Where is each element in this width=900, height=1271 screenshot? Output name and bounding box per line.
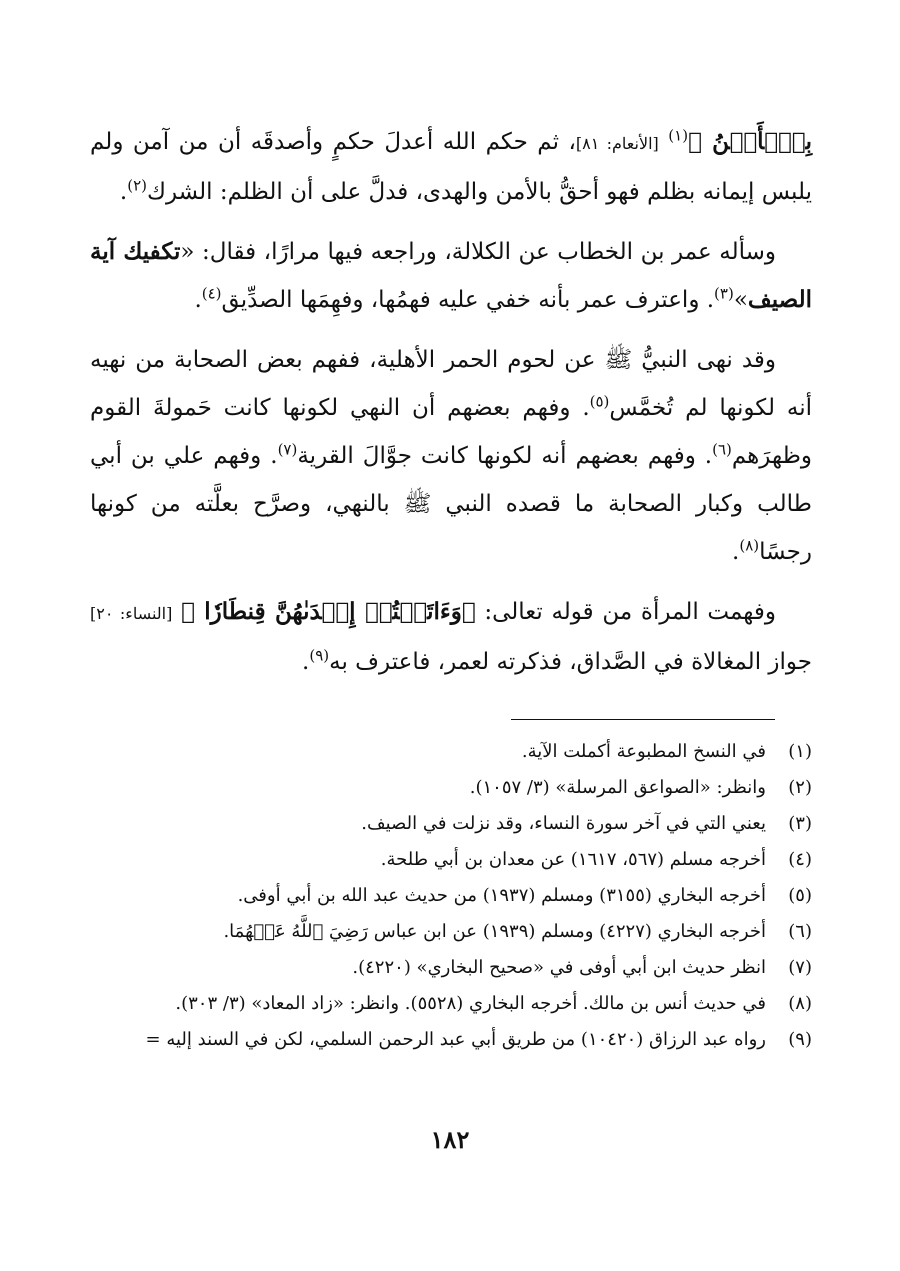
footnote-ref-6: (٦) [712,440,732,459]
paragraph-2-mid: . واعترف عمر بأنه خفي عليه فهمُها، وفهِمَها الصدِّيق [221,287,715,313]
paragraph-3 [90,336,812,576]
page-number: ١٨٢ [430,1125,470,1154]
footnote-text: انظر حديث ابن أبي أوفى في «صحيح البخاري» (٤٢٢٠). [352,957,766,978]
footnote-text: أخرجه البخاري (٤٢٢٧) ومسلم (١٩٣٩) عن ابن عباس رَضِيَ ٱللَّهُ عَنۡهُمَا. [223,921,766,942]
paragraph-3-seg-1: وقد نهى النبيُّ ﷺ عن لحوم الحمر الأهلية، ففهم بعض الصحابة من نهيه أنه لكونها لم تُخمَّس [90,347,812,421]
footnote-number: (٤) [788,849,812,870]
footnote-text: رواه عبد الرزاق (١٠٤٢٠) من طريق أبي عبد الرحمن السلمي، لكن في السند إليه = [145,1029,766,1050]
footnote-ref-2: (٢) [127,176,147,195]
footnote-4 [90,842,812,878]
footnote-5 [90,878,812,914]
paragraph-2-start: وسأله عمر بن الخطاب عن الكلالة، وراجعه فيها مرارًا، فقال: « [180,239,776,265]
footnote-number: (٢) [788,777,812,798]
footnote-9 [90,1022,812,1058]
quran-verse-end: بِٱلۡأَمۡنُ ﴾ [688,128,812,155]
footnote-ref-7: (٧) [277,440,298,459]
footnote-ref-1: (١) [668,126,689,145]
footnote-7 [90,950,812,986]
quoted-saying: تكفيك آية الصيف [90,238,812,313]
footnote-ref-8: (٨) [739,536,760,555]
footnote-1 [90,734,812,770]
footnote-ref-9: (٩) [309,646,330,665]
footnote-text: في حديث أنس بن مالك. أخرجه البخاري (٥٥٢٨). وانظر: «زاد المعاد» (٣/ ٣٠٣). [175,993,766,1014]
quran-verse: ﴿وَءَاتَيۡتُمۡ إِحۡدَىٰهُنَّ قِنطَارٗا ﴾ [181,598,476,625]
paragraph-2 [90,228,812,324]
footnote-3 [90,806,812,842]
footnote-ref-4: (٤) [201,284,222,303]
paragraph-4-tail: . [302,649,310,675]
footnote-text: وانظر: «الصواعق المرسلة» (٣/ ١٠٥٧). [469,777,766,798]
footnote-number: (٦) [788,921,812,942]
main-text [90,118,812,698]
footnote-number: (١) [788,741,812,762]
footnote-text: أخرجه البخاري (٣١٥٥) ومسلم (١٩٣٧) من حديث عبد الله بن أبي أوفى. [237,885,766,906]
paragraph-3-seg-4: . وفهم علي بن أبي طالب وكبار الصحابة ما قصده النبي ﷺ بالنهي، وصرَّح بعلَّته من كونها رجسًا [90,443,812,565]
footnote-number: (٧) [788,957,812,978]
paragraph-3-tail: . [732,539,740,565]
close-quote: » [733,287,748,313]
footnote-ref-3: (٣) [714,284,734,303]
footnote-2 [90,770,812,806]
footnote-8 [90,986,812,1022]
paragraph-1-text: ، ثم حكم الله أعدلَ حكمٍ وأصدقَه أن من آمن ولم يلبس إيمانه بظلم فهو أحقُّ بالأمن والهدى، فدلَّ على أن الظلم: الشرك [90,129,812,205]
footnote-6 [90,914,812,950]
paragraph-1 [90,118,812,216]
paragraph-1-tail: . [119,179,128,205]
footnote-text: أخرجه مسلم (٥٦٧، ١٦١٧) عن معدان بن أبي طلحة. [380,849,766,870]
paragraph-4-end: جواز المغالاة في الصَّداق، فذكرته لعمر، فاعترف به [329,649,812,675]
paragraph-2-tail: . [194,287,202,313]
footnote-number: (٨) [788,993,812,1014]
paragraph-4 [90,588,812,686]
footnote-number: (٩) [788,1029,812,1050]
footnotes-list [90,734,812,1058]
footnote-number: (٣) [788,813,812,834]
verse-citation-2: [النساء: ٢٠] [90,604,173,623]
paragraph-4-start: وفهمت المرأة من قوله تعالى: [475,599,777,625]
footnote-ref-5: (٥) [589,392,610,411]
verse-citation: [الأنعام: ٨١] [575,134,659,153]
footnote-text: يعني التي في آخر سورة النساء، وقد نزلت في الصيف. [361,813,766,834]
footnote-number: (٥) [788,885,812,906]
footnote-text: في النسخ المطبوعة أكملت الآية. [521,741,766,762]
paragraph-3-seg-3: . وفهم بعضهم أنه لكونها كانت جوَّالَ القرية [297,443,713,469]
footnote-divider [511,719,775,720]
paragraph-3-seg-2: . وفهم بعضهم أن النهي لكونها كانت حَمولةَ القوم وظهرَهم [90,395,812,469]
